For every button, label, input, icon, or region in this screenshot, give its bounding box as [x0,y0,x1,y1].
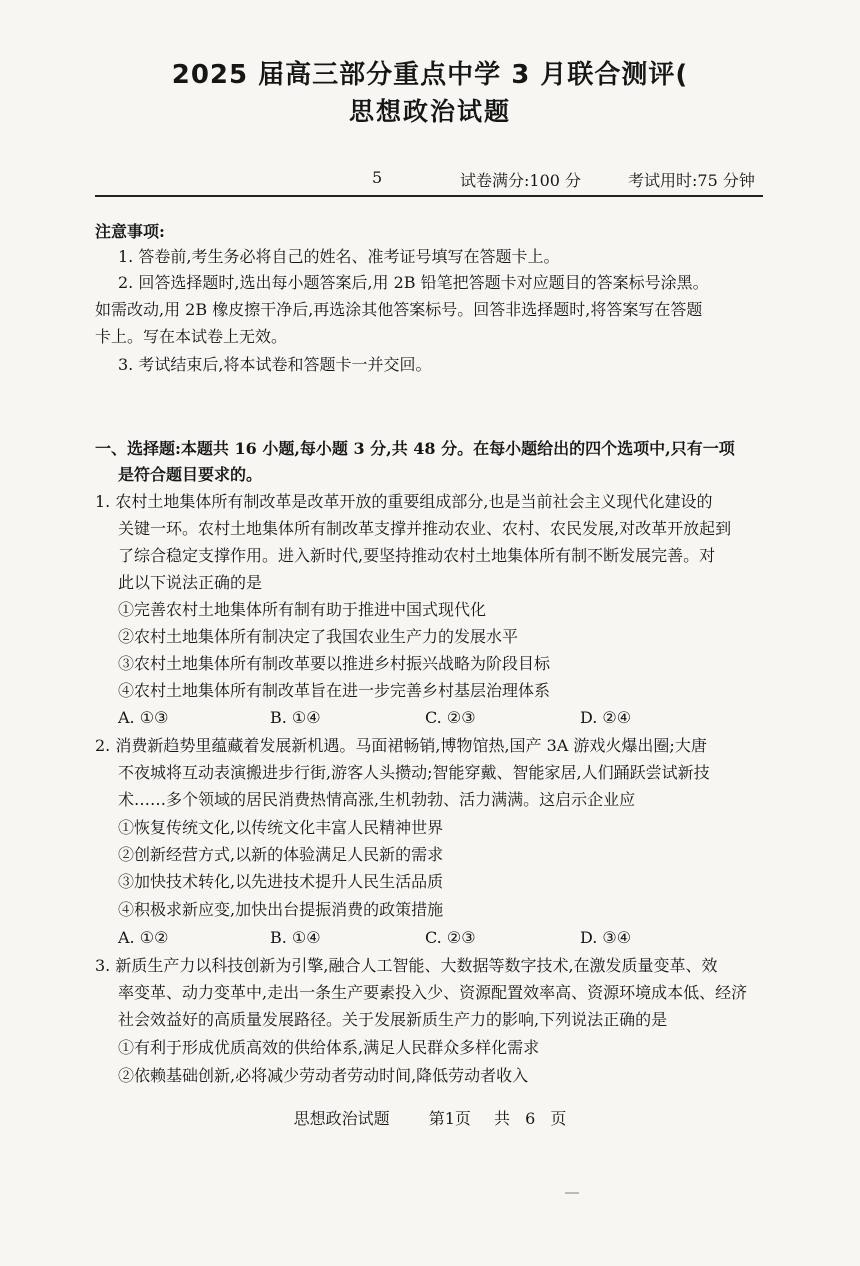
q2-stem-line: 术……多个领域的居民消费热情高涨,生机勃勃、活力满满。这启示企业应 [118,790,636,809]
q2-stem-line: 2. 消费新趋势里蕴藏着发展新机遇。马面裙畅销,博物馆热,国产 3A 游戏火爆出圈;大唐 [95,736,707,755]
q1-option-b: B. ①④ [270,708,321,727]
q3-stem-line: 3. 新质生产力以科技创新为引擎,融合人工智能、大数据等数字技术,在激发质量变革、效 [95,956,718,975]
q2-option-d: D. ③④ [580,928,632,947]
q1-item: ②农村土地集体所有制决定了我国农业生产力的发展水平 [118,627,519,646]
q2-item: ④积极求新应变,加快出台提振消费的政策措施 [118,900,444,919]
q2-option-c: C. ②③ [425,928,476,947]
scan-mark [565,1192,579,1194]
note-line: 如需改动,用 2B 橡皮擦干净后,再选涂其他答案标号。回答非选择题时,将答案写在答题 [95,300,703,319]
q1-option-d: D. ②④ [580,708,632,727]
q3-stem-line: 社会效益好的高质量发展路径。关于发展新质生产力的影响,下列说法正确的是 [118,1010,668,1029]
exam-title: 2025 届高三部分重点中学 3 月联合测评( [171,60,689,90]
q1-item: ④农村土地集体所有制改革旨在进一步完善乡村基层治理体系 [118,681,551,700]
q1-stem-line: 了综合稳定支撑作用。进入新时代,要坚持推动农村土地集体所有制不断发展完善。对 [118,546,716,565]
full-score: 试卷满分:100 分 [460,171,582,190]
note-line: 2. 回答选择题时,选出每小题答案后,用 2B 铅笔把答题卡对应题目的答案标号涂黑。 [118,273,709,292]
q1-stem-line: 关键一环。农村土地集体所有制改革支撑并推动农业、农村、农民发展,对改革开放起到 [118,519,732,538]
footer-page: 第1页 [428,1109,471,1128]
note-line: 卡上。写在本试卷上无效。 [95,327,288,346]
section-heading-cont: 是符合题目要求的。 [118,465,263,484]
q1-item: ③农村土地集体所有制改革要以推进乡村振兴战略为阶段目标 [118,654,551,673]
q2-option-a: A. ①② [118,928,169,947]
q3-stem-line: 率变革、动力变革中,走出一条生产要素投入少、资源配置效率高、资源环境成本低、经济 [118,983,748,1002]
section-heading: 一、选择题:本题共 16 小题,每小题 3 分,共 48 分。在每小题给出的四个选项中,只有一项 [95,439,735,458]
notes-heading: 注意事项: [95,222,165,241]
q2-item: ①恢复传统文化,以传统文化丰富人民精神世界 [118,818,444,837]
header-divider [95,195,763,197]
q3-item: ①有利于形成优质高效的供给体系,满足人民群众多样化需求 [118,1038,540,1057]
q1-stem-line: 1. 农村土地集体所有制改革是改革开放的重要组成部分,也是当前社会主义现代化建设的 [95,492,713,511]
note-line: 1. 答卷前,考生务必将自己的姓名、准考证号填写在答题卡上。 [118,247,560,266]
page-footer [0,1106,860,1129]
q1-stem-line: 此以下说法正确的是 [118,573,263,592]
duration: 考试用时:75 分钟 [628,171,755,190]
q1-option-a: A. ①③ [118,708,169,727]
q2-item: ③加快技术转化,以先进技术提升人民生活品质 [118,872,444,891]
q1-option-c: C. ②③ [425,708,476,727]
q2-option-b: B. ①④ [270,928,321,947]
exam-subtitle: 思想政治试题 [348,97,511,126]
footer-subject: 思想政治试题 [293,1109,390,1128]
q2-item: ②创新经营方式,以新的体验满足人民新的需求 [118,845,444,864]
note-line: 3. 考试结束后,将本试卷和答题卡一并交回。 [118,355,432,374]
q3-item: ②依赖基础创新,必将减少劳动者劳动时间,降低劳动者收入 [118,1066,529,1085]
meta-left: 5 [372,168,383,187]
footer-total: 共 6 页 [494,1109,567,1128]
q2-stem-line: 不夜城将互动表演搬进步行街,游客人头攒动;智能穿戴、智能家居,人们踊跃尝试新技 [118,763,710,782]
q1-item: ①完善农村土地集体所有制有助于推进中国式现代化 [118,600,487,619]
